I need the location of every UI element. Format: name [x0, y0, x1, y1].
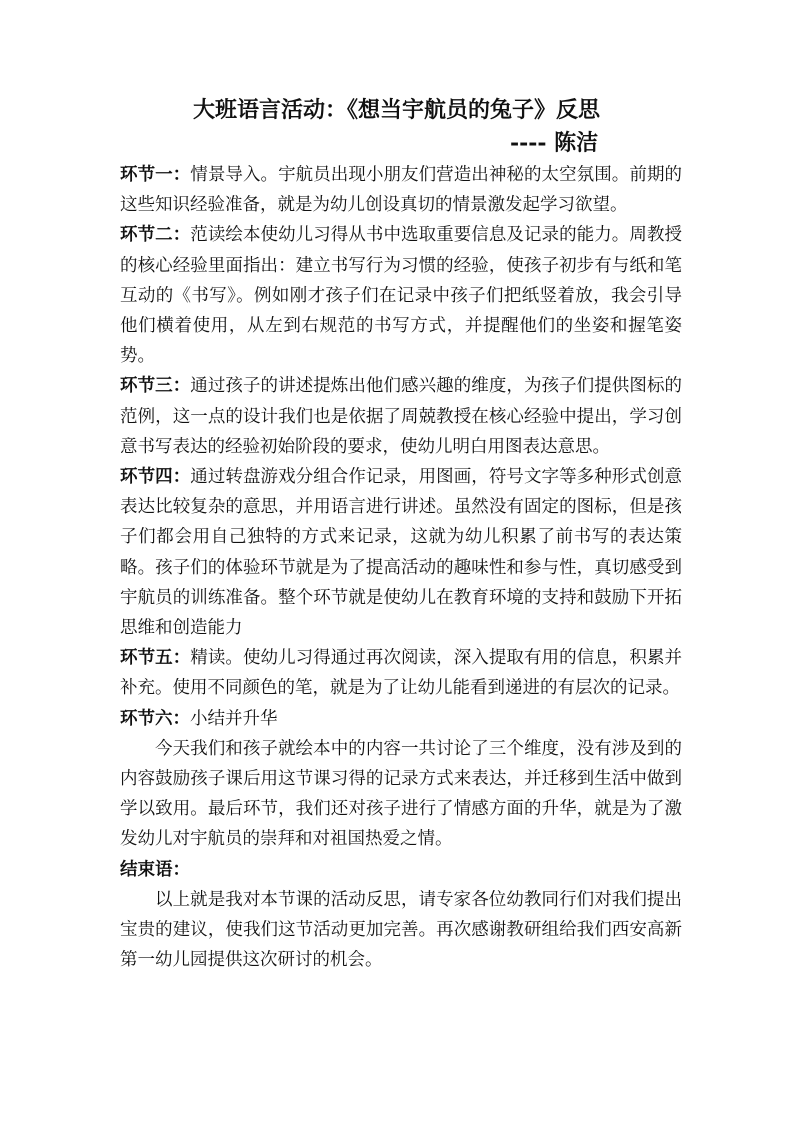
summary-paragraph: 今天我们和孩子就绘本中的内容一共讨论了三个维度，没有涉及到的内容鼓励孩子课后用这节课习得的记录方式来表达，并迁移到生活中做到学以致用。最后环节，我们还对孩子进行了情感方面的升华，就是为了激发幼儿对宇航员的崇拜和对祖国热爱之情。 [120, 738, 682, 850]
section-3 [120, 371, 682, 462]
section-2 [120, 220, 682, 371]
section-text: 范读绘本使幼儿习得从书中选取重要信息及记录的能力。周教授的核心经验里面指出：建立书写行为习惯的经验，使孩子初步有与纸和笔互动的《书写》。例如刚才孩子们在记录中孩子们把纸竖着放，我会引导他们横着使用，从左到右规范的书写方式，并提醒他们的坐姿和握笔姿势。 [120, 225, 683, 367]
section-text: 情景导入。宇航员出现小朋友们营造出神秘的太空氛围。前期的这些知识经验准备，就是为幼儿创设真切的情景激发起学习欲望。 [120, 165, 683, 216]
section-label: 环节六： [120, 708, 190, 729]
section-text: 精读。使幼儿习得通过再次阅读，深入提取有用的信息，积累并补充。使用不同颜色的笔，就是为了让幼儿能看到递进的有层次的记录。 [120, 648, 683, 699]
section-5 [120, 643, 682, 703]
section-label: 环节四： [120, 467, 191, 488]
section-label: 环节五： [120, 648, 191, 669]
closing-paragraph: 以上就是我对本节课的活动反思，请专家各位幼教同行们对我们提出宝贵的建议，使我们这节活动更加完善。再次感谢教研组给我们西安高新第一幼儿园提供这次研讨的机会。 [120, 889, 682, 971]
section-text: 通过转盘游戏分组合作记录，用图画，符号文字等多种形式创意表达比较复杂的意思，并用语言进行讲述。虽然没有固定的图标，但是孩子们都会用自己独特的方式来记录，这就为幼儿积累了前书写的表达策略。孩子们的体验环节就是为了提高活动的趣味性和参与性，真切感受到宇航员的训练准备。整个环节就是使幼儿在教育环境的支持和鼓励下开拓思维和创造能力 [120, 467, 683, 639]
section-4 [120, 462, 682, 643]
section-label: 环节二： [120, 225, 191, 246]
document-body [120, 160, 682, 975]
closing-label: 结束语： [120, 859, 190, 880]
section-label: 环节三： [120, 376, 191, 397]
section-label: 环节一： [120, 165, 191, 185]
section-6 [120, 704, 682, 734]
section-text: 通过孩子的讲述提炼出他们感兴趣的维度，为孩子们提供图标的范例，这一点的设计我们也是依据了周兢教授在核心经验中提出，学习创意书写表达的经验初始阶段的要求，使幼儿明白用图表达意思。 [120, 376, 683, 457]
section-1 [120, 160, 682, 220]
document-title: 大班语言活动：《想当宇航员的兔子》反思 [192, 97, 600, 123]
author-line: ---- 陈洁 [510, 130, 599, 156]
section-text: 小结并升华 [190, 708, 278, 729]
